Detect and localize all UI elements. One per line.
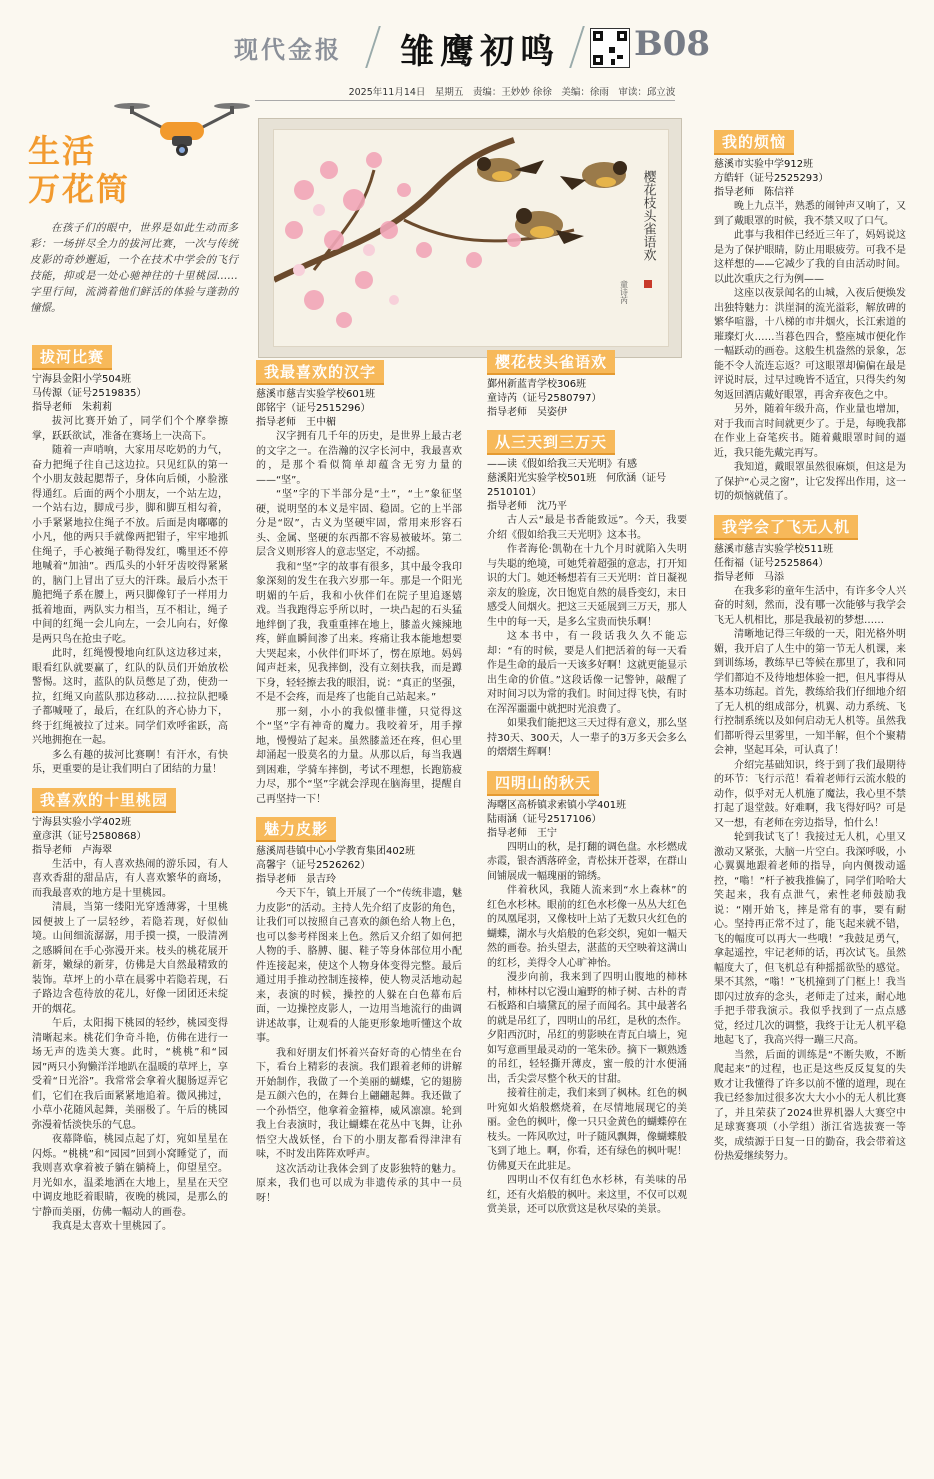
paragraph: 我知道，戴眼罩虽然很麻烦，但这是为了保护“心灵之窗”，让它发挥出作用，这一切的烦恼就值了。 bbox=[714, 462, 906, 502]
author: 高馨宇（证号2526262） bbox=[256, 860, 371, 871]
paragraph: 午后，太阳揭下桃园的轻纱，桃园变得清晰起来。桃花们争奇斗艳，仿佛在进行一场无声的选美大赛。此时，“桃桃”和“园园”两只小狗懒洋洋地趴在温暖的草坪上，享受着“日光浴”。我常常会拿着火腿肠逗弄它们，它们在我后面紧紧地追着。微风拂过，小草小花随风起舞，美丽极了。午后的桃园弥漫着恬淡快乐的气息。 bbox=[32, 1018, 228, 1131]
teacher: 指导老师 景吉玲 bbox=[256, 874, 336, 885]
paragraph: 接着往前走，我们来到了枫林。红色的枫叶宛如火焰般燃烧着，在尽情地展现它的美丽。金色的枫叶，像一只只金黄色的蝴蝶停在枝头。一阵风吹过，叶子随风飘舞，像蝴蝶般飞到了地上。啊，你看，还有绿色的枫叶呢！仿佛夏天在此驻足。 bbox=[487, 1088, 687, 1172]
paragraph: 在我多彩的童年生活中，有许多令人兴奋的时刻，然而，没有哪一次能够与我学会飞无人机相比，那是我最初的梦想…… bbox=[714, 585, 906, 626]
article bbox=[487, 430, 687, 761]
section-title: 雏鹰初鸣 bbox=[400, 32, 560, 72]
author: 方皓轩（证号2525293） bbox=[714, 173, 829, 184]
page-number: B08 bbox=[634, 24, 711, 64]
paragraph: 轮到我试飞了！我接过无人机，心里又激动又紧张，大脑一片空白。我深呼吸，小心翼翼地跟着老师的指导，向内侧拨动遥控，“嗡！”杆子被我推偏了，同学们哈哈大笑起来，我有点泄气，索性老师鼓励我说：“刚开始飞，摔是常有的事，要有耐心。坚持再正常不过了，能飞起来就不错，飞的幅度可以再大一些哦！”我鼓足勇气，拿起遥控，牢记老师的话，再次试飞。虽然幅度大了，但飞机总有种摇摇欲坠的感觉。果不其然，“嗡！”飞机撞到了门框上！我当即闪过放弃的念头，老师走了过来，耐心地手把手带我演示。我似乎找到了一点点感觉，经过几次的调整，我终于让无人机平稳地起飞了，我高兴得一蹦三尺高。 bbox=[714, 832, 906, 1046]
article bbox=[714, 130, 906, 505]
feature-title-line1: 生活 bbox=[28, 132, 97, 170]
article-body bbox=[32, 858, 228, 1235]
qr-code-icon[interactable] bbox=[590, 28, 630, 68]
paragraph: 伴着秋风，我随人流来到“水上森林”的红色水杉林。眼前的红色水杉像一丛丛大红色的凤凰尾羽，又像枝叶上站了无数只火红色的蝴蝶，湖水与火焰般的色彩交织，宛如一幅天然的画卷。抬头望去，湛蓝的天空映着这满山的红杉，美得令人心旷神怡。 bbox=[487, 885, 687, 969]
author: 任衔福（证号2525864） bbox=[714, 557, 829, 569]
paragraph: 晚上九点半，熟悉的闹钟声又响了，又到了戴眼罩的时候，我不禁又叹了口气。 bbox=[714, 201, 906, 227]
column-3 bbox=[487, 350, 687, 1470]
article-tag: 我的烦恼 bbox=[714, 130, 794, 155]
intro-text: 在孩子们的眼中，世界是如此生动而多彩：一场拼尽全力的拔河比赛，一次与传统皮影的奇妙邂逅，一个在技术中学会的飞行技能，抑或是一处心驰神往的十里桃园……字里行间，流淌着他们鲜活的体验与蓬勃的憧憬。 bbox=[30, 222, 238, 314]
author: 慈溪阳光实验学校501班 何欣涵（证号2510101） bbox=[487, 473, 667, 498]
article-body bbox=[256, 430, 462, 807]
article bbox=[32, 788, 228, 1235]
author: 陆雨涵（证号2517106） bbox=[487, 813, 602, 825]
paragraph: 我和好朋友们怀着兴奋好奇的心情坐在台下，看台上精彩的表演。我们跟着老师的讲解开始制作，我做了一个美丽的蝴蝶，它的翅膀是五颜六色的，在舞台上翩翩起舞。我还做了一个孙悟空，他拿着金箍棒，威风凛凛。轮到我上台表演时，我让蝴蝶在花丛中飞舞，让孙悟空大战妖怪，台下的小朋友都看得津津有味，不时发出阵阵欢呼声。 bbox=[256, 1047, 462, 1160]
cherry-blossom-birds-painting bbox=[274, 130, 669, 347]
article bbox=[32, 345, 228, 778]
article bbox=[487, 350, 687, 420]
author: 童诗芮（证号2580797） bbox=[487, 393, 602, 404]
paragraph: 我和“坚”字的故事有很多，其中最令我印象深刻的发生在我六岁那一年。那是一个阳光明媚的午后，我和小伙伴们在院子里追逐嬉戏。当我跑得忘乎所以时，一块凸起的石头猛地绊倒了我，我重重摔在地上，膝盖火辣辣地疼，鲜血瞬间渗了出来。疼痛让我本能地想要大哭起来，小伙伴们吓坏了，愣在原地。妈妈闻声赶来，见我摔倒，没有立刻扶我，而是蹲下身，轻轻擦去我的眼泪，说：“真正的坚强，不是不会疼，而是疼了也能自己站起来。” bbox=[256, 561, 462, 703]
school: 宁海县金阳小学504班 bbox=[32, 374, 132, 385]
paragraph: 拔河比赛开始了，同学们个个摩拳擦掌，跃跃欲试，准备在赛场上一决高下。 bbox=[32, 416, 228, 442]
school: 慈溪市实验中学912班 bbox=[714, 159, 814, 170]
school: 海曙区高桥镇求索镇小学401班 bbox=[487, 799, 627, 811]
paragraph: 这本书中，有一段话我久久不能忘却：“有的时候，要是人们把活着的每一天看作是生命的最后一天该多好啊！这就更能显示出生命的价值。”这段话像一记警钟，敲醒了对时间习以为常的我们。时间过得飞快，有时在浑浑噩噩中就把时光浪费了。 bbox=[487, 631, 687, 715]
school: 慈溪市慈吉实验学校601班 bbox=[256, 389, 376, 400]
teacher: 指导老师 陈信祥 bbox=[714, 187, 794, 198]
article-tag: 四明山的秋天 bbox=[487, 771, 599, 796]
teacher: 指导老师 朱莉莉 bbox=[32, 402, 112, 413]
school: 慈溪周巷镇中心小学教育集团402班 bbox=[256, 846, 416, 857]
author: 童彦淇（证号2580868） bbox=[32, 830, 147, 842]
painting-inscription: 樱花枝头雀语欢 bbox=[640, 170, 656, 261]
article-tag: 我喜欢的十里桃园 bbox=[32, 788, 176, 813]
subtitle: ——读《假如给我三天光明》有感 bbox=[487, 459, 637, 470]
paragraph: 汉字拥有几千年的历史，是世界上最古老的文字之一。在浩瀚的汉字长河中，我最喜欢的，是那个看似简单却蕴含无穷力量的——“坚”。 bbox=[256, 431, 462, 486]
drone-icon bbox=[112, 92, 252, 162]
article bbox=[714, 515, 906, 1165]
column-1 bbox=[32, 345, 228, 1470]
article-body bbox=[32, 415, 228, 778]
paragraph: 这座以夜景闻名的山城，入夜后便焕发出独特魅力：洪崖洞的流光溢彩，解放碑的繁华喧嚣，十八梯的市井烟火，长江索道的璀璨灯火……当暮色四合，整座城市便化作一幅跃动的画卷。这般生机盎然的景象，怎能不令人流连忘返？可这眼罩却偏偏在最是评说时辰，过早过晚皆不适宜，只得失约匆匆返回酒店戴好眼罩，再舍弃夜色之中。 bbox=[714, 288, 906, 401]
feature-title bbox=[28, 132, 130, 208]
teacher: 指导老师 王中楣 bbox=[256, 417, 336, 428]
header-rule bbox=[255, 100, 675, 101]
article-tag: 樱花枝头雀语欢 bbox=[487, 350, 615, 375]
feature-title-line2: 万花筒 bbox=[28, 170, 131, 208]
dateline: 2025年11月14日 星期五 责编：王妙妙 徐徐 美编：徐雨 审读：邱立波 bbox=[348, 87, 676, 98]
article-body bbox=[714, 585, 906, 1165]
painting-seal-icon bbox=[644, 280, 652, 288]
column-2 bbox=[256, 360, 462, 1470]
school: 鄞州新蓝青学校306班 bbox=[487, 379, 587, 390]
paragraph: 当然，后面的训练是“不断失败，不断爬起来”的过程，也正是这些反反复复的失败才让我懂得了许多以前不懂的道理，现在我已经参加过很多次大大小小的无人机比赛了，并且荣获了2024世界机器人大赛空中足球赛赛项（小学组）浙江省选拔赛一等奖，成绩源于日复一日的勤奋，我会带着这份热爱继续努力。 bbox=[714, 1049, 906, 1162]
paragraph: 清晨，当第一缕阳光穿透薄雾，十里桃园便披上了一层轻纱，若隐若现，好似仙境。山间细流潺潺，用手摸一摸，一股清冽之感瞬间在手心弥漫开来。枝头的桃花展开新芽，嫩绿的新芽，仿佛是大自然最精致的装饰。草坪上的小草在晨雾中若隐若现，石子路边含苞待放的花儿，好像一团团还未绽开的烟花。 bbox=[32, 902, 228, 1015]
school: 慈溪市慈吉实验学校511班 bbox=[714, 543, 834, 555]
teacher: 指导老师 沈乃平 bbox=[487, 501, 567, 512]
article-body bbox=[487, 514, 687, 761]
paragraph: 清晰地记得三年级的一天，阳光格外明媚，我开启了人生中的第一节无人机课，来到训练场，教练早已等候在那里了，我和同学们都迫不及待地想体验一把，但凡事得从基本功练起。首先，教练给我们仔细地介绍了无人机的组成部分，机翼、动力系统、飞行控制系统以及如何启动无人机等。虽然我们都听得云里雾里，一知半解，但个个聚精会神，坚起耳朵，可认真了！ bbox=[714, 629, 906, 756]
paragraph: 随着一声哨响，大家用尽吃奶的力气，奋力把绳子往自己这边拉。只见红队的第一个小朋友鼓起腮帮子，身体向后倾，小脸涨得通红。后面的两个小朋友，一个站左边，一个站右边，脚成弓步，脚和脚互相勾着，小手紧紧地拉住绳子不放。后面是肉嘟嘟的小凡，他的两只手就像两把钳子，牢牢地抓住绳子，手心被绳子勒得发红，嘴里还不停地喊着“加油”。西瓜头的小轩牙齿咬得紧紧的，脑门上冒出了豆大的汗珠。最后小杰干脆把绳子系在腰上，两只脚像钉子一样用力抵着地面，两队实力相当，互不相让，绳子中间的红绳一会儿向左，一会儿向右，好像是两只鸟在抢虫子吃。 bbox=[32, 445, 228, 645]
teacher: 指导老师 吴姿伊 bbox=[487, 407, 567, 418]
article-tag: 从三天到三万天 bbox=[487, 430, 615, 455]
teacher: 指导老师 王宁 bbox=[487, 827, 557, 839]
painting-image bbox=[258, 118, 682, 358]
paragraph: 夜幕降临，桃园点起了灯，宛如星星在闪烁。“桃桃”和“园园”回到小窝睡觉了，而我则喜欢拿着被子躺在躺椅上，仰望星空。月光如水，温柔地洒在大地上，星星在天空中调皮地眨着眼睛，夜晚的桃园，是那么的宁静而美丽，仿佛一幅动人的画卷。 bbox=[32, 1134, 228, 1218]
paragraph: “坚”字的下半部分是“土”，“土”象征坚硬，说明坚的本义是牢固、稳固。它的上半部分是“臤”，古义为坚硬牢固，常用来形容石头、金属、坚硬的东西都不容易被破坏。第二层含义则形容人的意志坚定，不动摇。 bbox=[256, 489, 462, 558]
divider-slash bbox=[569, 26, 585, 68]
paragraph: 多么有趣的拔河比赛啊！有汗水，有快乐，更重要的是让我们明白了团结的力量！ bbox=[32, 749, 228, 775]
school: 宁海县实验小学402班 bbox=[32, 816, 132, 828]
article-tag: 魅力皮影 bbox=[256, 817, 336, 842]
paragraph: 此时，红绳慢慢地向红队这边移过来，眼看红队就要赢了，红队的队员们开始放松警惕。这时，蓝队的队员憋足了劲，使劲一拉，红绳又向蓝队那边移动……拉拉队把嗓子都喊哑了，最后，在红队的齐心协力下，终于红绳被拉了过来。同学们欢呼雀跃，高兴地拥抱在一起。 bbox=[32, 648, 228, 746]
painting-signature: 童诗芮 bbox=[619, 280, 629, 304]
paragraph: 生活中，有人喜欢热闹的游乐园，有人喜欢香甜的甜品店，有人喜欢繁华的商场，而我最喜欢的地方是十里桃园。 bbox=[32, 858, 228, 899]
newspaper-name: 现代金报 bbox=[234, 35, 342, 64]
article-tag: 拔河比赛 bbox=[32, 345, 112, 370]
article bbox=[256, 817, 462, 1206]
article-body bbox=[256, 887, 462, 1206]
author: 马传源（证号2519835） bbox=[32, 388, 147, 399]
intro-block bbox=[22, 92, 246, 340]
paragraph: 作者海伦·凯勒在十九个月时就陷入失明与失聪的绝境，可她凭着超强的意志，打开知识的大门。她还畅想若有三天光明：首日凝视亲友的脸庞，次日饱览自然的晨昏变幻，末日感受人间烟火。把这三天延展到三万天，那人生中的每一天，是多么宝贵而快乐啊！ bbox=[487, 544, 687, 628]
paragraph: 这次活动让我体会到了皮影独特的魅力。原来，我们也可以成为非遗传承的其中一员呀！ bbox=[256, 1163, 462, 1204]
paragraph: 那一刻，小小的我似懂非懂，只觉得这个“坚”字有神奇的魔力。我咬着牙，用手撑地，慢慢站了起来。虽然膝盖还在疼，但心里却涌起一股莫名的力量。从那以后，每当我遇到困难，学骑车摔倒，考试不理想，长跑筋疲力尽，那个“坚”字就会浮现在脑海里，提醒自己再坚持一下！ bbox=[256, 706, 462, 805]
painting-canvas bbox=[273, 129, 669, 347]
article-tag: 我学会了飞无人机 bbox=[714, 515, 858, 540]
paragraph: 我真是太喜欢十里桃园了。 bbox=[52, 1221, 172, 1232]
paragraph: 四明山不仅有红色水杉林，有美味的吊红，还有火焰般的枫叶。来这里，不仅可以观赏美景，还可以欣赏这是秋尽染的美景。 bbox=[487, 1175, 687, 1215]
article bbox=[256, 360, 462, 807]
paragraph: 此事与我相伴已经近三年了，妈妈说这是为了保护眼睛，防止用眼疲劳。可我不是这样想的——它减少了我的自由活动时间。以此次重庆之行为例—— bbox=[714, 230, 906, 285]
article-body bbox=[714, 200, 906, 505]
article bbox=[487, 771, 687, 1218]
author: 郎铭宇（证号2515296） bbox=[256, 403, 371, 414]
teacher: 指导老师 马添 bbox=[714, 571, 784, 583]
paragraph: 漫步向前，我来到了四明山腹地的柿林村，柿林村以它漫山遍野的柿子树、古朴的青石板路和白墙黛瓦的屋子而闻名。其中最著名的就是吊红了，四明山的吊红，是秋的杰作。夕阳西沉时，吊红的剪影映在青瓦白墙上，宛如写意画里最灵动的一笔朱砂。摘下一颗熟透的吊红，轻轻撕开薄皮，蜜一般的汁水便涌出，舌尖尝尽整个秋天的甘甜。 bbox=[487, 972, 687, 1085]
article-body bbox=[487, 841, 687, 1218]
paragraph: 如果我们能把这三天过得有意义，那么坚持30天、300天，人一辈子的3万多天会多么的熠熠生辉啊！ bbox=[487, 718, 687, 758]
paragraph: 介绍完基础知识，终于到了我们最期待的环节：飞行示范！看着老师行云流水般的动作，似乎对无人机施了魔法，我心里不禁打起了退堂鼓。好难啊，我飞得好吗？可是又一想，有老师在旁边指导，怕什么！ bbox=[714, 759, 906, 829]
paragraph: 今天下午，镇上开展了一个“传统非遗，魅力皮影”的活动。主持人先介绍了皮影的角色，让我们可以按照自己喜欢的颜色给人物上色，也可以参考样图来上色。然后又介绍了如何把人物的手、胳膊、腿、鞋子等身体部位用小配件连接起来，使这个人物身体变得完整。最后通过用手推动控制连接棒，使人物灵活地动起来，表演的时候，操控的人躲在白色幕布后面，一边操控皮影人，一边用当地流行的曲调讲述故事，让观看的人能更形象地听懂这个故事。 bbox=[256, 888, 462, 1044]
paragraph: 另外，随着年级升高，作业量也增加，对于我而言时间就更少了。于是，每晚我都在作业上奋笔疾书。随着戴眼罩时间的逼近，我只能先戴完再写。 bbox=[714, 404, 906, 459]
article-tag: 我最喜欢的汉字 bbox=[256, 360, 384, 385]
masthead bbox=[0, 0, 934, 98]
paragraph: 古人云“最是书香能致远”。今天，我要介绍《假如给我三天光明》这本书。 bbox=[487, 515, 687, 541]
paragraph: 四明山的秋，是打翻的调色盘。水杉燃成赤霞，银杏洒落碎金，青松抹开苍翠，在群山间铺展成一幅瑰丽的锦绣。 bbox=[487, 841, 687, 882]
column-4 bbox=[714, 130, 906, 1470]
teacher: 指导老师 卢海翠 bbox=[32, 844, 112, 856]
divider-slash bbox=[365, 26, 381, 68]
